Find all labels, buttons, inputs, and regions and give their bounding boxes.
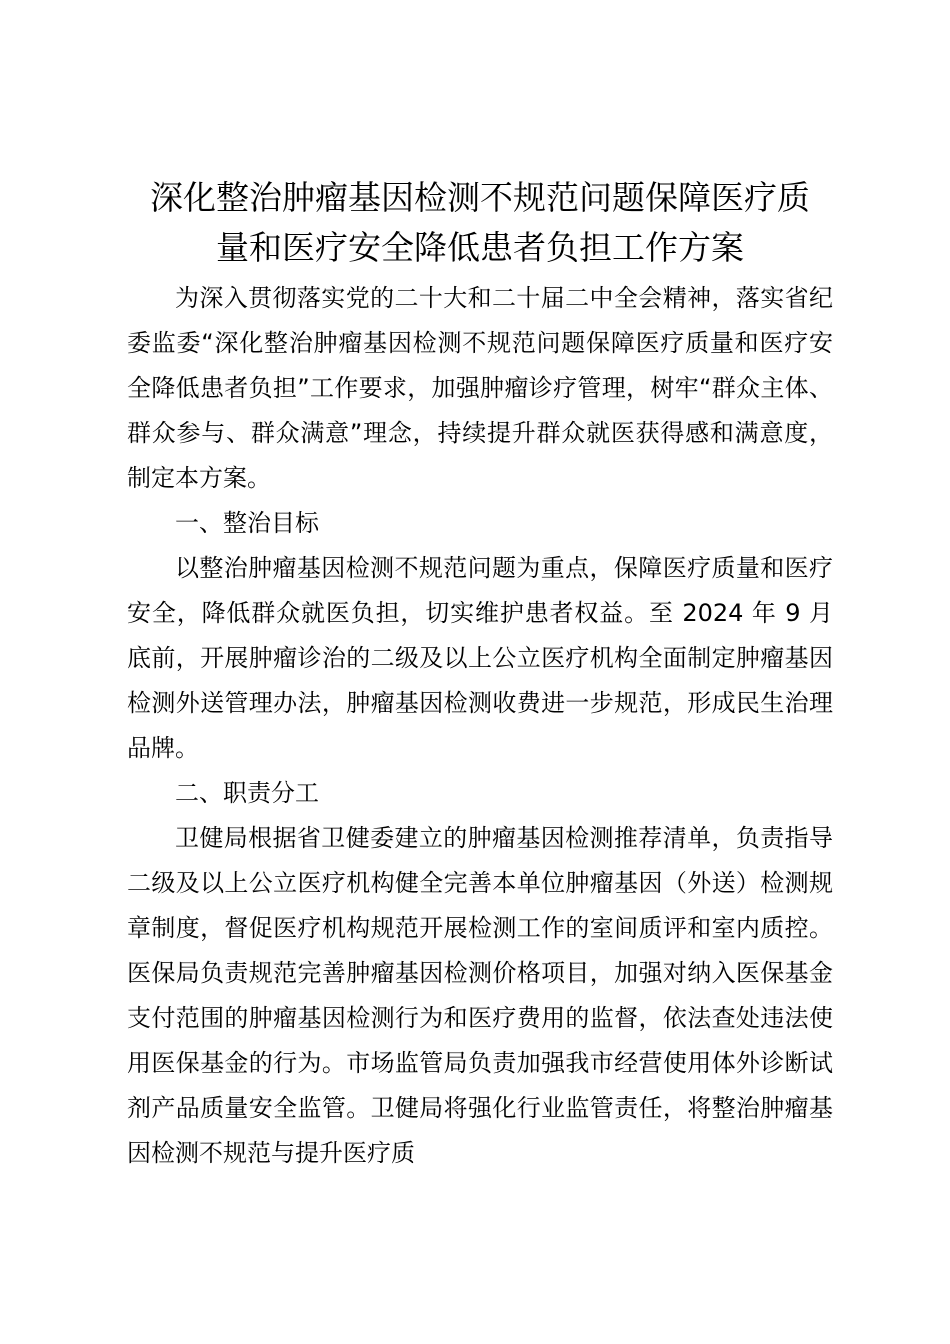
document-body [127, 276, 833, 1176]
intro-paragraph: 为深入贯彻落实党的二十大和二十届二中全会精神，落实省纪委监委“深化整治肿瘤基因检测不规范问题保障医疗质量和医疗安全降低患者负担”工作要求，加强肿瘤诊疗管理，树牢“群众主体、群众参与、群众满意”理念，持续提升群众就医获得感和满意度，制定本方案。 [127, 284, 833, 492]
section-heading-goals: 一、整治目标 [175, 509, 319, 537]
document-title-line-1: 深化整治肿瘤基因检测不规范问题保障医疗质 [150, 178, 810, 217]
section-heading-responsibilities: 二、职责分工 [175, 779, 319, 807]
section-goals-paragraph: 以整治肿瘤基因检测不规范问题为重点，保障医疗质量和医疗安全，降低群众就医负担，切实维护患者权益。至 2024 年 9 月底前，开展肿瘤诊治的二级及以上公立医疗机构全面制定肿瘤基因检测外送管理办法，肿瘤基因检测收费进一步规范，形成民生治理品牌。 [127, 554, 833, 762]
section-responsibilities-paragraph: 卫健局根据省卫健委建立的肿瘤基因检测推荐清单，负责指导二级及以上公立医疗机构健全完善本单位肿瘤基因（外送）检测规章制度，督促医疗机构规范开展检测工作的室间质评和室内质控。医保局负责规范完善肿瘤基因检测价格项目，加强对纳入医保基金支付范围的肿瘤基因检测行为和医疗费用的监督，依法查处违法使用医保基金的行为。市场监管局负责加强我市经营使用体外诊断试剂产品质量安全监管。卫健局将强化行业监管责任，将整治肿瘤基因检测不规范与提升医疗质 [127, 824, 833, 1167]
document-title-line-2: 量和医疗安全降低患者负担工作方案 [216, 228, 744, 267]
